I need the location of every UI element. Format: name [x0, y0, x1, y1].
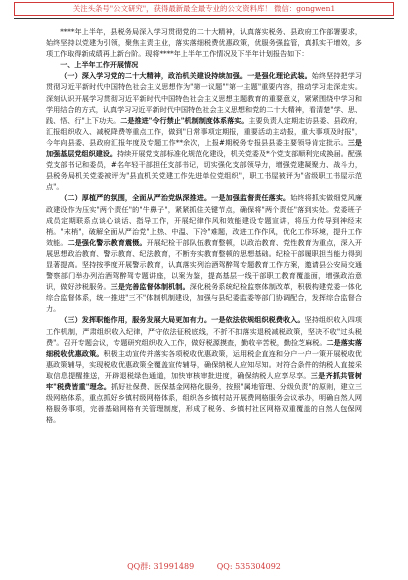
paragraph-text: 坚持组织收入四项工作机制，严肃组织收入纪律，严守依法征税底线，不折不扣落实退税减税政策，坚决不收"过头税费"。召开专题会议，专题研究组织收入工作，做好税源摸查，勤收辛苦税，勤捡芝麻税。 [46, 315, 362, 347]
bold-heading-text: 一、上半年工作开展情况 [60, 60, 139, 70]
bold-heading-text: 三是加强基层党组织建设。 [46, 137, 362, 159]
paragraph [46, 314, 362, 425]
paragraph [46, 192, 362, 314]
paragraph-text: 始终将抓实做细党风廉政建设作为压实"两个责任"的"牛鼻子"，紧紧抓住关键节点，确保将"两个责任"落到实处。党委班子成员定期联系点谈心谈话、指导工作，开展纪律作风和效能建设专题宣讲，将压力传导到神经末梢。"末梢"，破解全面从严治党"上热、中温、下冷"难题，改进工作作风，优化工作环境，提升工作效能。 [46, 193, 362, 247]
bold-heading-text: 二是强化警示教育震慑。 [67, 237, 147, 247]
paragraph-text: 始终坚持把学习贯彻习近平新时代中国特色社会主义思想作为"第一议题""第一主题"重要内容，推动学习走深走实。深刻认识开展学习贯彻习近平新时代中国特色社会主义思想主题教育的重要意义，紧紧围绕中学习和学用结合的方式，认真学习习近平新时代中国特色社会主义思想和党的二十大精神，看清楚"学、思、践、悟、行"上下功夫。 [46, 71, 362, 125]
paragraph-text: 积极主动宣传并落实各项税收优惠政策，运用税企直连和分户一户一策开展税收优惠政策辅导，实现税收优惠政策全覆盖宣传辅导，确保纳税人应知尽知。对符合条件的纳税人直接采取信息提醒推送，开辟退税绿色通道，加快审核审批进度，确保纳税人应享尽享。 [46, 348, 362, 380]
qq-group-text: QQ群: 31991489 [127, 562, 195, 571]
paragraph-text: 主要负责人定期走访县委、县政府，汇报组织收入、减税降费等重点工作，做到"日常事项定期报，重要活动主动报，重大事项及时报"，今年向县委、县政府汇报年度及专题工作**余次，上报#期税务专报县县委主要领导肯定批示。 [46, 115, 362, 147]
paragraph [46, 59, 362, 70]
footer-contacts [0, 560, 408, 574]
bold-heading-text: （三）发挥职能作用，服务发展大局更加有力。一是依法依规组织税费收入。 [60, 315, 305, 325]
paragraph-text: 抓好社保费、医保基金网格化服务，按照"属地管理、分级负责"的原则，建立三级网格体系，重点抓好乡镇村级网格体系，组织各乡镇村站开展费网格服务会议承办，明确自然人网格服务事项，完善基础网格有关管理制度，形成了税务、乡镇村社区网格双重覆盖的自然人包保网格。 [46, 382, 362, 425]
paragraph-text: 持续开展党支部标准化规范化建设，机关党委及*个党支部顺利完成换届。配强党支部书记和委员，#名年轻干部担任支部书记，切实强化支部领导力，增强党建凝聚力、战斗力，县税务局机关党委被评为"县直机关党建工作先进单位党组织"，职工书屋被评为"省级职工书屋示范点"。 [46, 149, 362, 192]
document-body [46, 26, 362, 558]
paragraph-text: ****年上半年，县税务局深入学习贯彻党的二十大精神，认真落实税务、县政府工作部署要求，始终坚持以党建为引领，聚焦主责主业，落实落细税费优惠政策，优服务强监管，真抓实干增效，多项工作取得新成绩再上新台阶。现将****年上半年工作情况及下半年计划报告如下： [46, 27, 362, 59]
paragraph [46, 26, 362, 59]
bold-heading-text: 二是推进"令行禁止"机制制度体系落实。 [120, 115, 249, 125]
paragraph-text: 开展纪检干部队伍教育整顿，以政治教育、党性教育为重点，深入开展思想政治教育、警示教育、纪法教育，不断夯实教育整顿的思想基础。纪检干部履职担当能力得到显著提高。坚持按季度开展警示教育，认真落实列治酒驾醉驾专题教育工作方案，邀请县公安局交通警察部门举办列治酒驾醉驾专题讲座，以案为鉴，提高基层一线干部职工教育覆盖面，增强政治意识，做好涉税服务。 [46, 237, 362, 292]
header-divider [14, 18, 394, 19]
bold-heading-text: 二是落实落细税收优惠政策。 [46, 337, 362, 358]
bold-heading-text: 三是完善监督体制机制。 [110, 282, 190, 292]
bold-heading-text: （一）深入学习党的二十大精神，政治机关建设持续加强。一是强化理论武装。 [60, 71, 312, 81]
paragraph [46, 70, 362, 192]
promo-banner: 关注头条号"公文研究"，获得最新最全最专业的公文资料库！ 微信：gongwen1 [14, 2, 394, 16]
paragraph-text: 深化税务系统纪检监察体制改革，积极构建党委一体化综合监督体系，统一推进"三不"体制机制建设，加强与县纪委监委等部门协调配合，发挥综合监督合力。 [46, 282, 362, 314]
bold-heading-text: 三是齐抓共管树牢"税费皆重"理念。 [46, 370, 362, 391]
qq-number-text: QQ: 535304092 [216, 562, 281, 571]
bold-heading-text: （二）厚植严的氛围，全面从严治党纵深推进。一是加强监督责任落实。 [60, 193, 291, 203]
